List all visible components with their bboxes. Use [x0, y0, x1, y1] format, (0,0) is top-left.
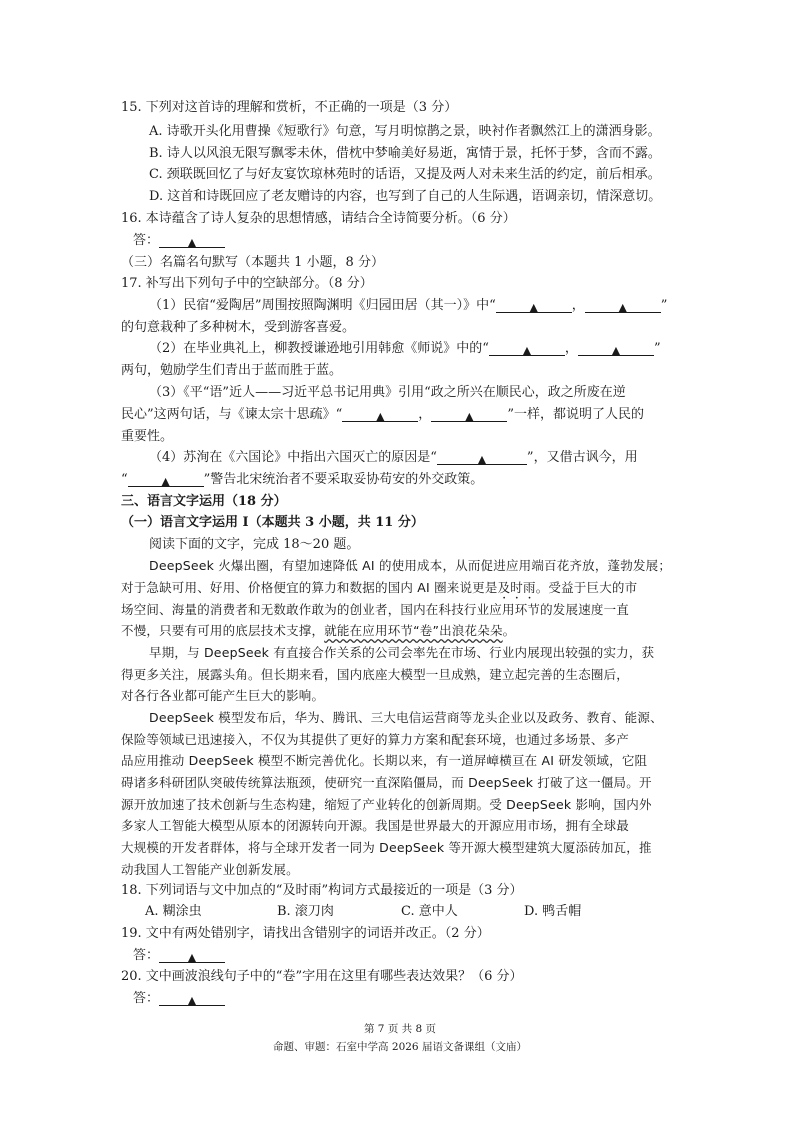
triangle-marker-icon: ▲ [477, 453, 487, 466]
q18-option: D. 鸭舌帽 [524, 904, 582, 919]
passage-p3-line-3: 品应用推动 DeepSeek 模型不断完善优化。长期以来，有一道屏嶂横亘在 AI 研发领域，它阻 [121, 753, 648, 768]
q18-option: A. 糊涂虫 [145, 904, 202, 919]
passage-p3-line-4: 碍诸多科研团队突破传统算法瓶颈，使研究一直深陷僵局，而 DeepSeek 打破了这一僵局。开 [121, 775, 652, 790]
q19-stem: 19. 文中有两处错别字，请找出含错别字的词语并改正。（2 分） [121, 926, 490, 941]
q16-answer-line [133, 232, 225, 250]
q17-item-2-line-2: 两句，勉励学生们青出于蓝而胜于蓝。 [121, 363, 343, 378]
answer-label: 答： [133, 991, 160, 1006]
passage-p1-line-2: 对于急缺可用、好用、价格便宜的算力和数据的国内 AI 圈来说更是及时雨。受益于巨大的市 [121, 580, 638, 595]
fill-blank[interactable] [431, 408, 507, 422]
q18-option: C. 意中人 [401, 904, 458, 919]
answer-blank[interactable] [159, 992, 225, 1006]
triangle-marker-icon: ▲ [522, 344, 532, 357]
passage-p3-line-2: 保险等领域已迅速接入，不仅为其提供了更好的算力方案和配套环境，也通过多场景、多产 [121, 732, 630, 747]
page-number: 第 7 页 共 8 页 [363, 1023, 437, 1035]
q20-answer-line [133, 990, 225, 1008]
q15-option-c: C. 颈联既回忆了与好友宴饮琼林苑时的话语，又提及两人对未来生活的约定，前后相承。 [149, 167, 661, 182]
q15-option-d: D. 这首和诗既回应了老友赠诗的内容，也写到了自己的人生际遇，语调亲切，情深意切。 [149, 189, 662, 204]
q17-item-3-line-1: （3）《平“语”近人——习近平总书记用典》引用“政之所兴在顺民心，政之所废在逆 [149, 385, 626, 400]
reading-intro: 阅读下面的文字，完成 18～20 题。 [149, 537, 360, 552]
passage-p1-line-4: 不慢，只要有可用的底层技术支撑，就能在应用环节“卷”出浪花朵朵。 [121, 623, 516, 638]
triangle-marker-icon: ▲ [618, 301, 627, 314]
section-3-title: （三）名篇名句默写（本题共 1 小题，8 分） [121, 255, 384, 270]
footer-author: 命题、审题：石室中学高 2026 届语文备课组（文庙） [273, 1041, 527, 1053]
triangle-marker-icon: ▲ [376, 410, 385, 423]
q15-option-b: B. 诗人以风浪无限写飘零未休，借枕中梦喻美好易逝，寓情于景，托怀于梦，含而不露。 [149, 146, 661, 161]
part-3-title: 三、语言文字运用（18 分） [121, 494, 287, 509]
q17-item-1-line-1: （1）民宿“爱陶居”周围按照陶渊明《归园田居（其一）》中“ ▲ ， ▲ ” [149, 298, 668, 314]
passage-p3-line-6: 多家人工智能大模型从原本的闭源转向开源。我国是世界最大的开源应用市场，拥有全球最 [121, 818, 630, 833]
fill-blank[interactable] [342, 408, 418, 422]
passage-p3-line-8: 动我国人工智能产业创新发展。 [121, 862, 299, 877]
triangle-marker-icon: ▲ [187, 236, 197, 249]
passage-p1-line-3: 场空间、海量的消费者和无数敢作敢为的创业者，国内在科技行业应用环节的发展速度一直 [121, 602, 630, 617]
q15-stem: 15. 下列对这首诗的理解和赏析，不正确的一项是（3 分） [121, 100, 458, 115]
fill-blank[interactable] [585, 299, 661, 313]
answer-blank[interactable] [159, 234, 225, 248]
triangle-marker-icon: ▲ [611, 344, 621, 357]
passage-p2-line-1: 早期，与 DeepSeek 有直接合作关系的公司会率先在市场、行业内展现出较强的实力，获 [149, 645, 655, 660]
answer-label: 答： [133, 948, 160, 963]
passage-p3-line-1: DeepSeek 模型发布后，华为、腾讯、三大电信运营商等龙头企业以及政务、教育、能源、 [149, 710, 663, 725]
passage-p3-line-5: 源开放加速了技术创新与生态构建，缩短了产业转化的创新周期。受 DeepSeek 影响，国内外 [121, 797, 652, 812]
q17-item-2-line-1: （2）在毕业典礼上，柳教授谦逊地引用韩愈《师说》中的“ ▲ ， ▲ ” [149, 341, 661, 357]
answer-blank[interactable] [159, 949, 225, 963]
fill-blank[interactable] [128, 473, 204, 487]
q15-option-a: A. 诗歌开头化用曹操《短歌行》句意，写月明惊鹊之景，映衬作者飘然江上的潇洒身影。 [149, 124, 661, 139]
passage-p1-line-1: DeepSeek 火爆出圈，有望加速降低 AI 的使用成本，从而促进应用端百花齐放，蓬勃发展； [149, 558, 672, 573]
passage-p2-line-3: 对各行各业都可能产生巨大的影响。 [121, 688, 325, 703]
q19-answer-line [133, 947, 225, 965]
q17-item-4-line-2: “ ▲ ”警告北宋统治者不要采取妥协苟安的外交政策。 [121, 472, 484, 488]
q17-item-4-line-1: （4）苏洵在《六国论》中指出六国灭亡的原因是“ ▲ ”，又借古讽今，用 [149, 450, 638, 466]
fill-blank[interactable] [578, 342, 654, 356]
triangle-marker-icon: ▲ [465, 410, 474, 423]
fill-blank[interactable] [437, 451, 527, 465]
triangle-marker-icon: ▲ [187, 994, 197, 1007]
q17-stem: 17. 补写出下列句子中的空缺部分。（8 分） [121, 276, 373, 291]
answer-label: 答： [133, 233, 160, 248]
fill-blank[interactable] [496, 299, 572, 313]
triangle-marker-icon: ▲ [529, 301, 538, 314]
fill-blank[interactable] [489, 342, 565, 356]
wavy-underlined-sentence: 就能在应用环节“卷”出浪花朵朵 [324, 623, 503, 638]
q17-item-1-line-2: 的句意栽种了多种树木，受到游客喜爱。 [121, 320, 356, 335]
passage-p2-line-2: 得更多关注，展露头角。但长期来看，国内底座大模型一旦成熟，建立起完善的生态圈后， [121, 667, 630, 682]
triangle-marker-icon: ▲ [161, 475, 170, 488]
q18-stem: 18. 下列词语与文中加点的“及时雨”构词方式最接近的一项是（3 分） [121, 883, 523, 898]
q16-stem: 16. 本诗蕴含了诗人复杂的思想情感，请结合全诗简要分析。（6 分） [121, 211, 516, 226]
q20-stem: 20. 文中画波浪线句子中的“卷”字用在这里有哪些表达效果？（6 分） [121, 969, 523, 984]
q18-option: B. 滚刀肉 [277, 904, 334, 919]
q17-item-3-line-2: 民心”这两句话，与《谏太宗十思疏》“ ▲ ， ▲ ”一样，都说明了人民的 [121, 407, 644, 423]
dotted-term: 及时雨 [497, 580, 536, 595]
triangle-marker-icon: ▲ [187, 951, 197, 964]
part-3-subtitle: （一）语言文字运用 Ⅰ（本题共 3 小题，共 11 分） [121, 515, 424, 530]
q17-item-3-line-3: 重要性。 [121, 429, 174, 444]
passage-p3-line-7: 大规模的开发者群体，将与全球开发者一同为 DeepSeek 等开源大模型建筑大厦添砖加瓦，推 [121, 840, 652, 855]
